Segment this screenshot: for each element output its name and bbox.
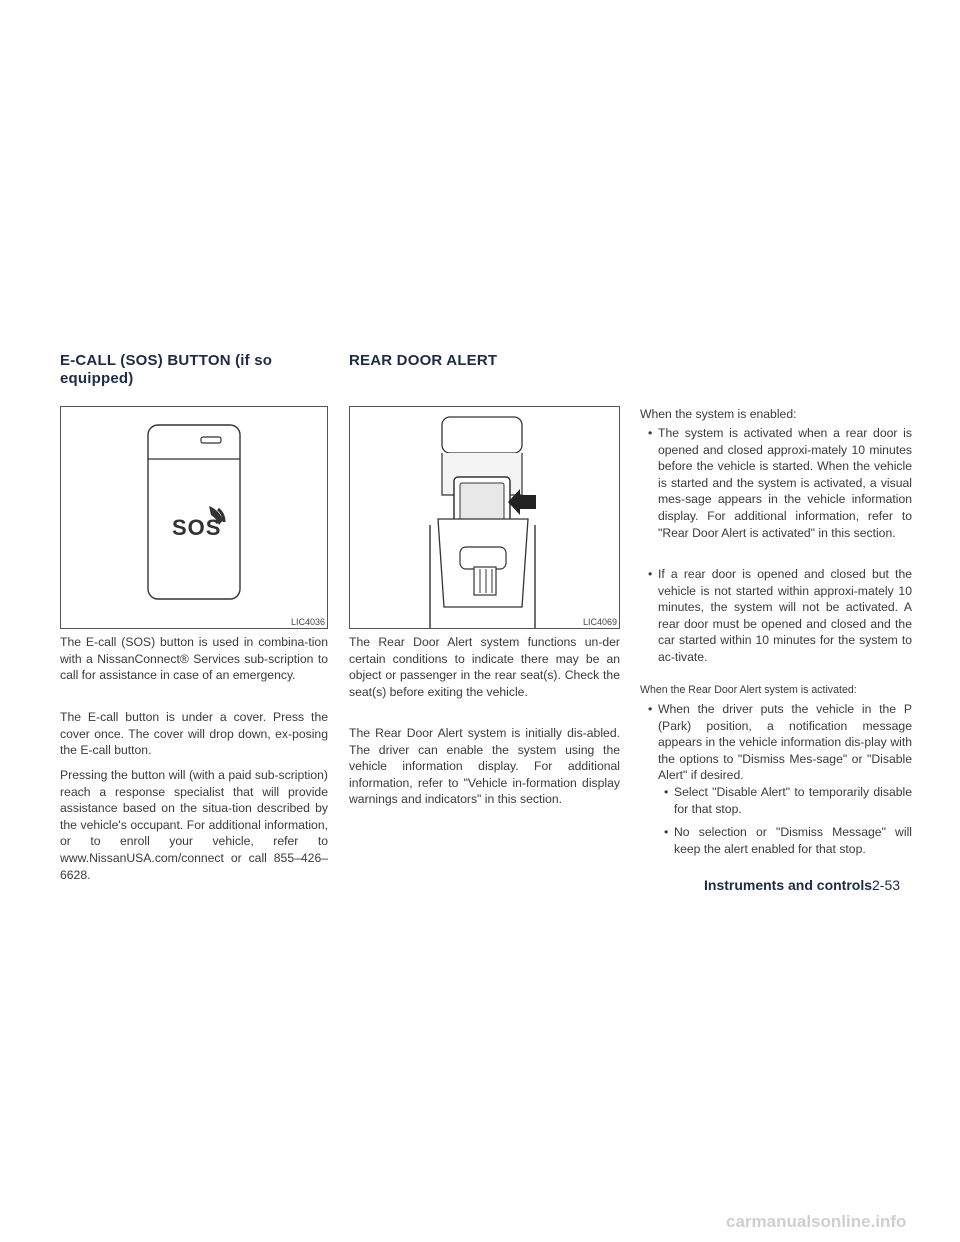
watermark: carmanualsonline.info [726,1212,907,1231]
footer-section-title: Instruments and controls [704,877,873,893]
rear-door-alert-figure [349,406,620,629]
sos-button-figure [60,406,328,629]
activated-bullet-text: When the driver puts the vehicle in the P (Park) position, a notification message appears in the vehicle information dis-play with the options to "Dismiss Mes-sage" or "Disable Alert" if desired. [658,702,912,783]
sub-bullet-2: • No selection or "Dismiss Message" will keep the alert enabled for that stop. [664,825,912,856]
sos-heading-line2: equipped) [60,370,134,387]
figure-code-lic4069: LIC4069 [582,617,617,627]
sos-paragraph-3: Pressing the button will (with a paid sub-scription) reach a response specialist that will provide assistance based on the situa-tion described by the vehicle's occupant. For additional information, or to enroll your vehicle, refer to www.NissanUSA.com/connect or call 855–426–6628. [60,768,328,882]
sos-heading-line1: E-CALL (SOS) BUTTON (if so [60,352,273,369]
sos-section-heading [60,352,330,388]
sub-bullet-1-text: Select "Disable Alert" to temporarily disable for that stop. [674,785,912,816]
sos-button-label: SOS [172,515,222,540]
enabled-intro: When the system is enabled: [640,407,797,421]
footer-page-number: 2-53 [872,877,901,893]
enabled-bullet-2-text: If a rear door is opened and closed but the vehicle is not started within approxi-mately 10 minutes, the system will not be activated. A rear door must be opened and closed and the car started within 10 minutes for the system to ac-tivate. [658,567,912,664]
sos-paragraph-2: The E-call button is under a cover. Press the cover once. The cover will drop down, ex-posing the E-call button. [60,710,328,758]
activated-bullet: • When the driver puts the vehicle in the P (Park) position, a notification message appears in the vehicle information dis-play with the options to "Dismiss Mes-sage" or "Disable Alert" if desired. [648,702,912,783]
sos-paragraph-1: The E-call (SOS) button is used in combina-tion with a NissanConnect® Services sub-scription to call for assistance in case of an emergency. [60,635,328,683]
activated-intro: When the Rear Door Alert system is activated: [640,684,857,696]
figure-code-lic4036: LIC4036 [290,617,325,627]
sub-bullet-2-text: No selection or "Dismiss Message" will keep the alert enabled for that stop. [674,825,912,856]
sub-bullet-1: • Select "Disable Alert" to temporarily disable for that stop. [664,785,912,816]
enabled-bullet-1: • The system is activated when a rear door is opened and closed approxi-mately 10 minutes before the vehicle is started. When the vehicle is started and the system is activated, a visual mes-sage appears in the vehicle information display. For additional information, refer to "Rear Door Alert is activated" in this section. [648,426,912,540]
rda-paragraph-2: The Rear Door Alert system is initially dis-abled. The driver can enable the system using the vehicle information display. For additional information, refer to "Vehicle in-formation display warnings and indicators" in this section. [349,726,620,807]
rear-door-alert-heading: REAR DOOR ALERT [349,352,498,369]
rda-paragraph-1: The Rear Door Alert system functions un-der certain conditions to indicate there may be an object or passenger in the rear seat(s). Check the seat(s) before exiting the vehicle. [349,635,620,699]
enabled-bullet-2: • If a rear door is opened and closed but the vehicle is not started within approxi-mately 10 minutes, the system will not be activated. A rear door must be opened and closed and the car started within 10 minutes for the system to ac-tivate. [648,567,912,664]
console-illustration [350,407,619,628]
enabled-bullet-1-text: The system is activated when a rear door is opened and closed approxi-mately 10 minutes before the vehicle is started. When the vehicle is started and the system is activated, a visual mes-sage appears in the vehicle information display. For additional information, refer to "Rear Door Alert is activated" in this section. [658,426,912,540]
